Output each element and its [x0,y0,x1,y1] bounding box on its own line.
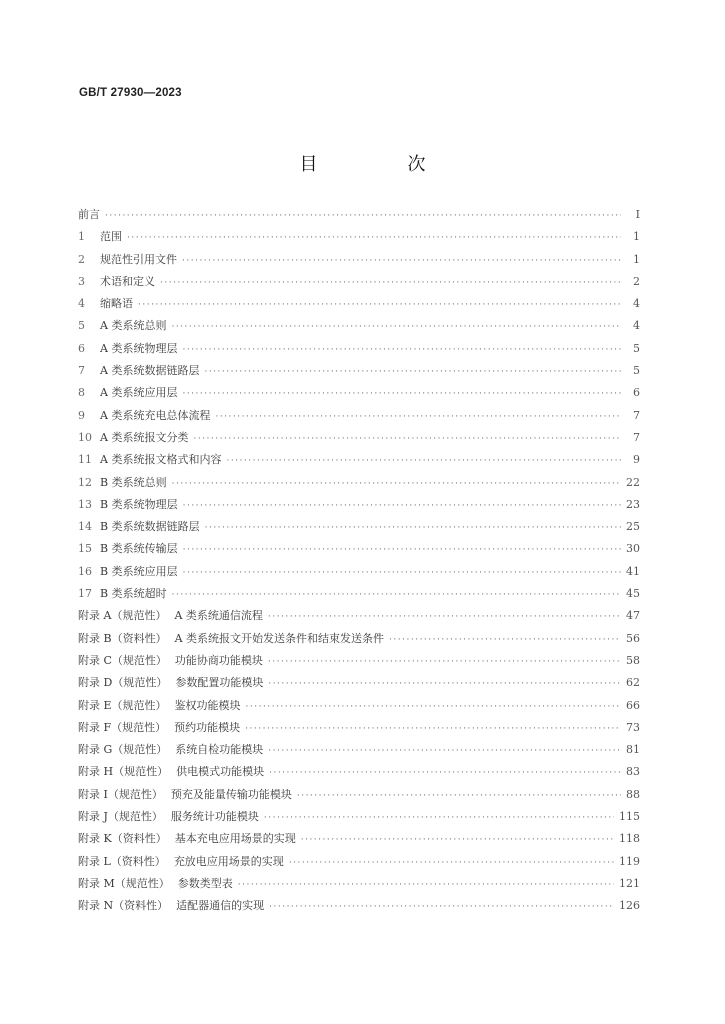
toc-leader-dots [268,612,621,622]
toc-entry-label [78,697,241,713]
toc-leader-dots [297,791,621,801]
toc-entry[interactable] [78,273,640,295]
toc-entry-title: 参数配置功能模块 [175,676,264,690]
toc-entry-label [78,451,221,467]
toc-entry[interactable] [78,317,640,339]
toc-entry[interactable] [78,897,640,919]
toc-entry[interactable] [78,719,640,741]
toc-leader-dots [183,545,621,555]
toc-entry-label [78,407,210,423]
toc-entry-label [78,652,263,668]
toc-entry[interactable] [78,875,640,897]
toc-entry-title: 预充及能量传输功能模块 [170,787,292,801]
toc-entry[interactable] [78,674,640,696]
toc-leader-dots [205,523,621,533]
toc-entry-label [78,897,264,913]
toc-leader-dots [182,256,621,266]
toc-entry[interactable] [78,786,640,808]
toc-entry-page: 7 [633,408,640,422]
toc-entry-title: A 类系统应用层 [100,386,178,400]
toc-entry-page: 73 [626,720,640,734]
toc-leader-dots [238,880,614,890]
toc-entry-label [78,340,177,356]
toc-entry-appendix-prefix: 附录 K（资料性） [78,832,167,846]
toc-entry[interactable] [78,451,640,473]
toc-leader-dots [268,746,621,756]
toc-entry-number: 14 [78,520,92,534]
toc-leader-dots [269,902,614,912]
toc-leader-dots [215,412,621,422]
toc-entry-label [78,719,240,735]
toc-leader-dots [269,768,621,778]
toc-entry-label [78,853,284,869]
toc-entry-page: 66 [626,698,640,712]
toc-entry-title: A 类系统总则 [100,319,167,333]
toc-entry-title: A 类系统报文开始发送条件和结束发送条件 [174,631,385,645]
toc-entry-page: 47 [626,609,640,623]
toc-entry-page: 88 [626,787,640,801]
toc-entry[interactable] [78,563,640,585]
toc-entry-label [78,228,122,244]
toc-entry-appendix-prefix: 附录 G（规范性） [78,743,168,757]
toc-entry[interactable] [78,496,640,518]
toc-entry-number: 12 [78,475,92,489]
toc-entry-appendix-prefix: 附录 F（规范性） [78,720,167,734]
toc-entry-number: 16 [78,564,92,578]
toc-entry-title: A 类系统报文格式和内容 [100,453,222,467]
toc-entry-number: 10 [78,430,92,444]
toc-entry-page: 62 [626,676,640,690]
toc-entry-title: 缩略语 [100,297,133,311]
toc-entry-label [78,830,296,846]
toc-entry-title: 充放电应用场景的实现 [173,854,284,868]
toc-entry-title: A 类系统通信流程 [174,609,263,623]
toc-entry-appendix-prefix: 附录 E（规范性） [78,698,167,712]
toc-entry-number: 1 [78,230,85,244]
toc-entry-page: 4 [633,319,640,333]
toc-entry-title: B 类系统总则 [100,475,167,489]
toc-leader-dots [204,367,621,377]
toc-leader-dots [171,322,621,332]
toc-entry-title: 参数类型表 [177,876,233,890]
toc-entry-appendix-prefix: 附录 J（规范性） [78,810,163,824]
toc-entry-title: 范围 [100,230,122,244]
toc-leader-dots [127,233,621,243]
toc-leader-dots [289,858,614,868]
toc-leader-dots [182,345,621,355]
toc-entry[interactable] [78,652,640,674]
toc-entry-appendix-prefix: 附录 H（规范性） [78,765,169,779]
toc-entry-label [78,741,263,757]
toc-leader-dots [183,501,621,511]
toc-entry-appendix-prefix: 附录 N（资料性） [78,899,169,913]
toc-entry-label [78,786,292,802]
toc-entry-page: 6 [633,386,640,400]
toc-entry-appendix-prefix: 附录 B（资料性） [78,631,167,645]
toc-entry-label [78,362,199,378]
toc-entry-page: 30 [626,542,640,556]
toc-entry-title: 鉴权功能模块 [174,698,241,712]
toc-entry-page: 5 [633,364,640,378]
toc-entry-page: 5 [633,341,640,355]
toc-entry-page: 4 [633,297,640,311]
toc-entry-appendix-prefix: 附录 C（规范性） [78,653,167,667]
toc-entry-appendix-prefix: 附录 M（规范性） [78,876,170,890]
toc-leader-dots [301,835,614,845]
toc-entry-label [78,763,264,779]
toc-entry[interactable] [78,384,640,406]
toc-entry-page: 7 [633,430,640,444]
page-title: 目 次 [299,154,462,175]
toc-entry-title: 预约功能模块 [174,720,241,734]
toc-entry-title: 服务统计功能模块 [170,810,259,824]
toc-entry-appendix-prefix: 附录 D（规范性） [78,676,168,690]
toc-entry[interactable] [78,830,640,852]
toc-entry[interactable] [78,340,640,362]
toc-entry[interactable] [78,763,640,785]
toc-entry-page: 23 [626,497,640,511]
toc-entry-label [78,518,200,534]
toc-leader-dots [183,568,621,578]
toc-entry-page: 83 [626,765,640,779]
toc-leader-dots [264,813,614,823]
toc-entry-title: 系统自检功能模块 [175,743,264,757]
toc-entry-number: 13 [78,497,92,511]
toc-entry[interactable] [78,607,640,629]
toc-entry-title: 适配器通信的实现 [176,899,265,913]
toc-leader-dots [138,300,621,310]
toc-entry-label [78,273,155,289]
toc-entry[interactable] [78,630,640,652]
toc-entry[interactable] [78,808,640,830]
toc-entry[interactable] [78,741,640,763]
toc-entry-label [78,585,167,601]
toc-entry-number: 5 [78,319,85,333]
toc-entry-page: 126 [619,899,640,913]
toc-entry-number: 7 [78,364,85,378]
toc-entry[interactable] [78,295,640,317]
toc-entry-page: 2 [633,274,640,288]
toc-entry[interactable] [78,697,640,719]
toc-entry-title: A 类系统物理层 [100,341,178,355]
toc-entry-title: 功能协商功能模块 [174,653,263,667]
table-of-contents [78,206,640,920]
toc-entry[interactable] [78,228,640,250]
toc-entry-number: 11 [78,453,92,467]
toc-entry-number: 3 [78,274,85,288]
toc-entry-page: 41 [626,564,640,578]
toc-entry[interactable] [78,251,640,273]
toc-entry-title: 规范性引用文件 [100,252,177,266]
toc-entry-number: 2 [78,252,85,266]
toc-entry-label [78,251,177,267]
toc-entry[interactable] [78,206,640,228]
toc-entry-label [78,384,177,400]
toc-entry-label [78,317,166,333]
toc-entry-label [78,607,263,623]
toc-entry-title: A 类系统充电总体流程 [100,408,211,422]
toc-entry-label [78,429,188,445]
toc-entry-number: 4 [78,297,85,311]
toc-entry-number: 8 [78,386,85,400]
toc-entry-title: B 类系统传输层 [100,542,178,556]
toc-entry-label [78,630,384,646]
toc-entry-number: 6 [78,341,85,355]
toc-entry[interactable] [78,853,640,875]
toc-entry-label [78,496,178,512]
toc-entry[interactable] [78,474,640,496]
toc-entry-label [78,563,178,579]
toc-entry-appendix-prefix: 附录 A（规范性） [78,609,167,623]
toc-entry-page: 121 [619,876,640,890]
toc-leader-dots [105,211,621,221]
toc-entry-label [78,295,133,311]
toc-leader-dots [246,702,621,712]
toc-entry-page: 45 [626,587,640,601]
toc-entry-page: 118 [619,832,640,846]
toc-entry[interactable] [78,585,640,607]
toc-leader-dots [182,389,621,399]
toc-leader-dots [245,724,621,734]
toc-entry[interactable] [78,540,640,562]
toc-entry[interactable] [78,518,640,540]
toc-entry-title: B 类系统应用层 [100,564,178,578]
toc-entry-label [78,674,263,690]
toc-entry-title: 供电模式功能模块 [176,765,265,779]
toc-entry-title: B 类系统物理层 [100,497,178,511]
toc-entry-page: 119 [619,854,640,868]
toc-entry-label [78,540,178,556]
toc-entry-page: 115 [619,810,640,824]
toc-entry-title: 前言 [78,208,100,221]
toc-entry-title: A 类系统数据链路层 [100,364,200,378]
toc-leader-dots [389,635,621,645]
toc-entry-page: 1 [633,230,640,244]
toc-entry-appendix-prefix: 附录 I（规范性） [78,787,163,801]
toc-entry[interactable] [78,429,640,451]
toc-entry-label [78,808,259,824]
toc-entry-page: Ⅰ [635,208,640,221]
toc-leader-dots [268,679,621,689]
toc-leader-dots [193,434,621,444]
toc-leader-dots [160,278,621,288]
toc-entry-page: 25 [626,520,640,534]
toc-entry-page: 22 [626,475,640,489]
toc-leader-dots [226,456,621,466]
toc-entry-number: 15 [78,542,92,556]
toc-entry-title: A 类系统报文分类 [100,430,189,444]
toc-entry-label [78,474,167,490]
toc-entry-title: B 类系统数据链路层 [100,520,200,534]
toc-leader-dots [172,479,621,489]
toc-entry-number: 17 [78,587,92,601]
toc-entry-title: B 类系统超时 [100,587,167,601]
toc-entry-page: 56 [626,631,640,645]
toc-entry-page: 81 [626,743,640,757]
toc-entry-appendix-prefix: 附录 L（资料性） [78,854,166,868]
toc-entry[interactable] [78,362,640,384]
toc-entry-number: 9 [78,408,85,422]
toc-entry-page: 58 [626,653,640,667]
toc-entry-label [78,206,100,222]
toc-entry-label [78,875,233,891]
toc-entry-title: 术语和定义 [100,274,155,288]
toc-entry-title: 基本充电应用场景的实现 [174,832,296,846]
toc-entry-page: 9 [633,453,640,467]
standard-code: GB/T 27930—2023 [79,87,182,99]
toc-entry[interactable] [78,407,640,429]
toc-leader-dots [268,657,621,667]
toc-entry-page: 1 [633,252,640,266]
toc-leader-dots [172,590,621,600]
